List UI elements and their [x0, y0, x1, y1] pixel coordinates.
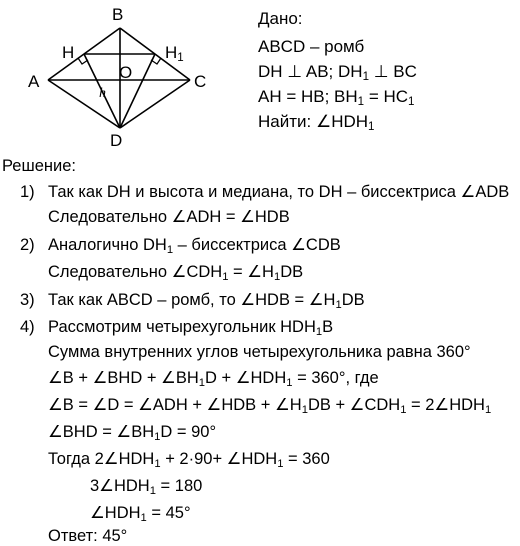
- step-4-line-7: $3\angle HDH_1 = 180$: [90, 477, 203, 498]
- step-2-line-1: Аналогично $DH_1$ – биссектриса ∠CDB: [48, 236, 341, 257]
- given-title: Дано:: [258, 9, 303, 28]
- step-1-line-1: Так как DH и высота и медиана, то DH – биссектриса ∠ADB: [48, 183, 510, 201]
- step-number-3: 3): [20, 291, 35, 309]
- vertex-label-C: C: [194, 72, 207, 91]
- point-label-H1: $H_1$: [165, 43, 184, 65]
- given-line-2: DH ⊥ AB; $DH_1$ ⊥ BC: [258, 62, 417, 84]
- given-line-3: AH = HB; $BH_1 = HC_1$: [258, 87, 415, 109]
- step-1-line-2: Следовательно ∠ADH = ∠HDB: [48, 208, 290, 226]
- step-2-line-2: Следовательно $\angle CDH_1$ = $\angle H_1DB$: [48, 263, 304, 284]
- solution-title: Решение:: [2, 157, 76, 175]
- step-number-4: 4): [20, 318, 35, 336]
- vertex-label-D: D: [110, 131, 123, 150]
- step-4-line-2: Сумма внутренних углов четырехугольника равна 360°: [48, 343, 471, 361]
- step-number-1: 1): [20, 183, 35, 201]
- step-number-2: 2): [20, 236, 35, 254]
- step-4-line-4: ∠B = ∠D = ∠ADH + ∠HDB + $\angle H_1DB$ + $\angle CDH_1$ = $2\angle HDH_1$: [48, 396, 492, 417]
- step-4-line-6: Тогда $2\angle HDH_1 + 2\cdot 90+$ $\angle HDH_1 = 360$: [48, 450, 330, 471]
- height-label-h: h: [99, 86, 106, 101]
- find-line: Найти: $\angle HDH_1$: [258, 112, 375, 134]
- step-4-line-3: ∠B + ∠BHD + $\angle BH_1D$ + $\angle HDH_1 = 360^\circ$, где: [48, 369, 379, 390]
- point-label-H: H: [62, 43, 75, 62]
- step-3-line-1: Так как ABCD – ромб, то ∠HDB = $\angle H_1DB$: [48, 291, 365, 312]
- vertex-label-A: A: [28, 72, 40, 91]
- point-label-O: O: [119, 63, 133, 82]
- vertex-label-B: B: [112, 5, 124, 24]
- step-4-line-8: $\angle HDH_1 = 45^\circ$: [90, 504, 191, 525]
- step-4-line-1: Рассмотрим четырехугольник $HDH_1B$: [48, 318, 334, 339]
- answer-line: Ответ: 45°: [48, 527, 128, 545]
- step-4-line-5: ∠BHD = $\angle BH_1D = 90^\circ$: [48, 423, 217, 444]
- given-line-1: ABCD – ромб: [258, 37, 365, 56]
